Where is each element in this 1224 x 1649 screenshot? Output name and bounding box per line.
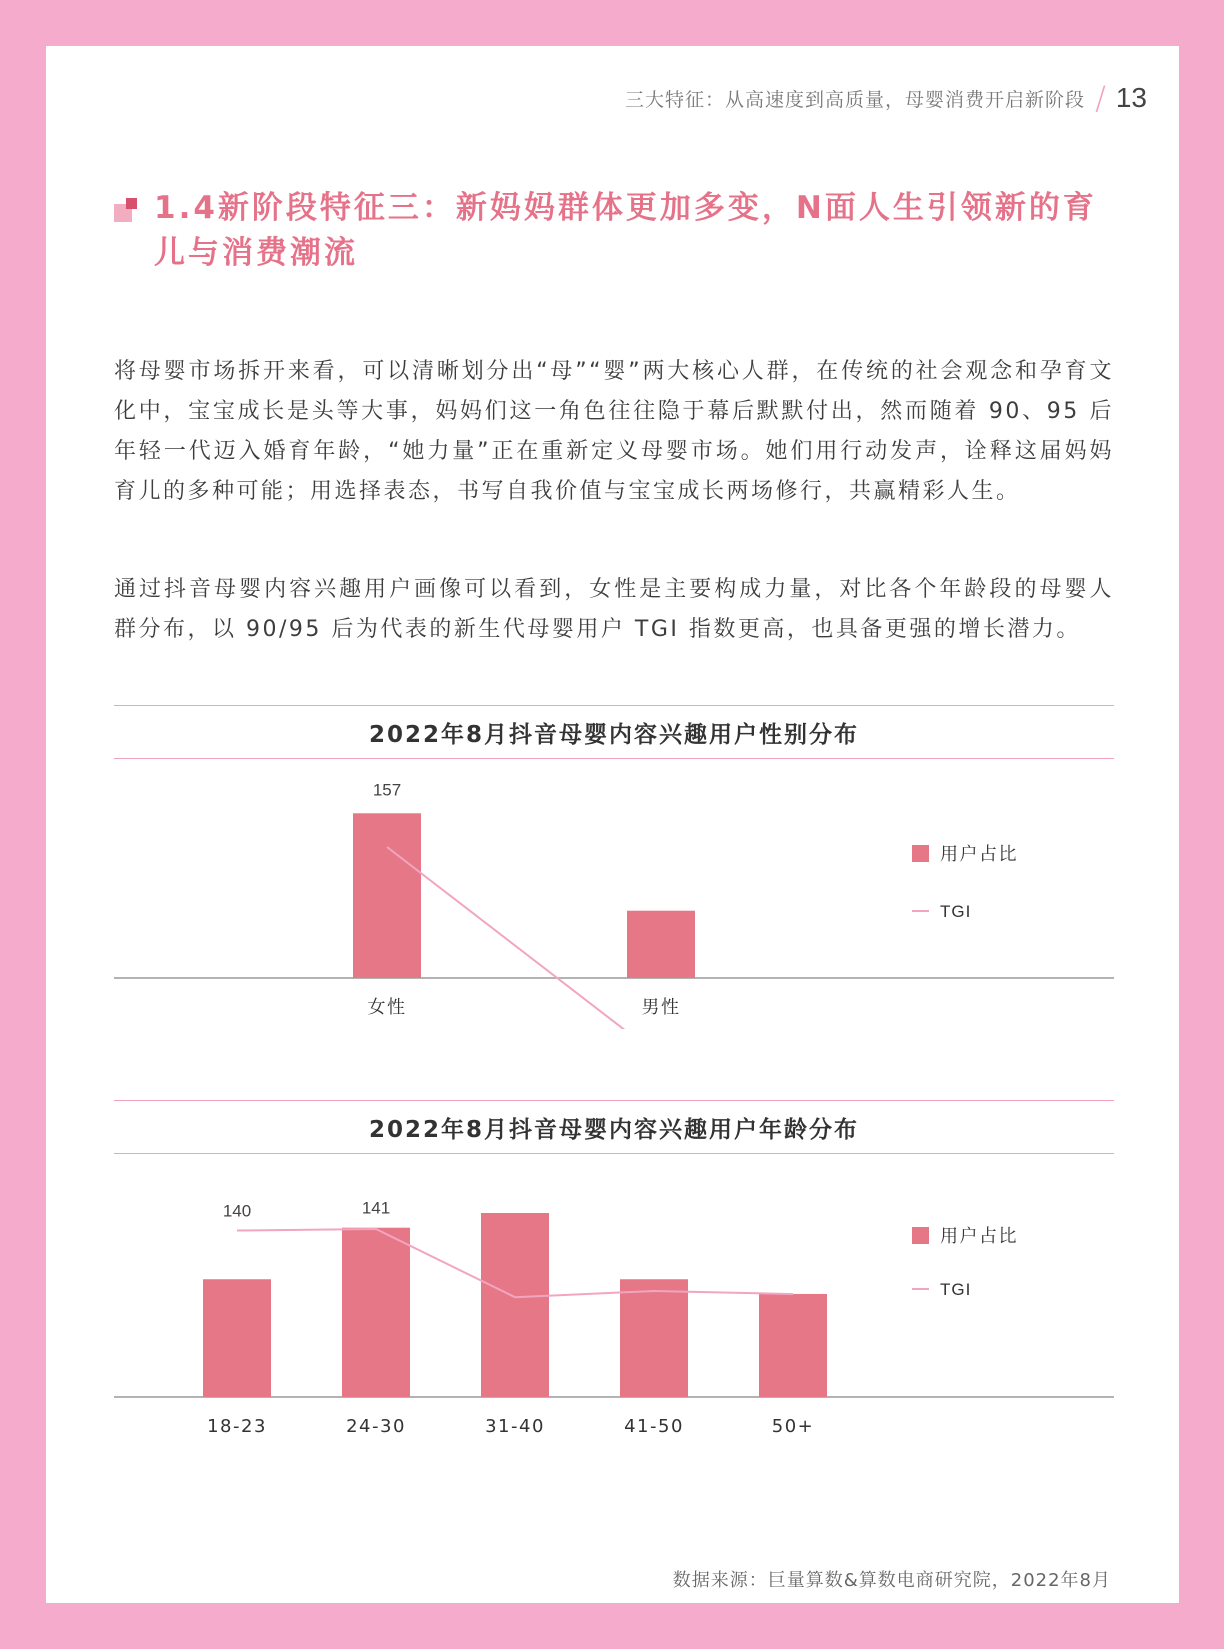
tgi-line	[387, 847, 661, 1029]
report-page	[46, 46, 1179, 1603]
legend-bar-label: 用户占比	[940, 1226, 1018, 1247]
running-title: 三大特征：从高速度到高质量，母婴消费开启新阶段	[625, 88, 1086, 111]
section-title: 1.4新阶段特征三：新妈妈群体更加多变，N面人生引领新的育儿与消费潮流	[154, 190, 1097, 271]
source-note: 数据来源：巨量算数&算数电商研究院，2022年8月	[672, 1570, 1111, 1591]
legend-bar-swatch	[912, 1227, 929, 1244]
bar-50+	[759, 1294, 827, 1397]
page-number: 13	[1115, 82, 1147, 113]
tgi-data-label: 140	[222, 1201, 252, 1221]
chart-title: 2022年8月抖音母婴内容兴趣用户性别分布	[114, 705, 1114, 759]
gender-chart-plot	[114, 759, 1114, 1029]
x-tick-label: 18-23	[207, 1416, 267, 1437]
bar-24-30	[342, 1228, 410, 1397]
x-tick-label: 31-40	[485, 1416, 545, 1437]
paragraph-1: 将母婴市场拆开来看，可以清晰划分出“母”“婴”两大核心人群，在传统的社会观念和孕育文化中，宝宝成长是头等大事，妈妈们这一角色往往隐于幕后默默付出，然而随着 90、95 后年轻一代迈入婚育年龄，“她力量”正在重新定义母婴市场。她们用行动发声，诠释这届妈妈育儿的多种可能；用选择表态，书写自我价值与宝宝成长两场修行，共赢精彩人生。	[114, 359, 1114, 504]
bar-41-50	[620, 1279, 688, 1397]
bar-女性	[353, 813, 421, 978]
legend-line-label: TGI	[940, 1280, 972, 1299]
x-tick-label: 女性	[367, 997, 407, 1018]
tgi-data-label: 141	[361, 1198, 391, 1218]
chart-title: 2022年8月抖音母婴内容兴趣用户年龄分布	[114, 1100, 1114, 1154]
x-tick-label: 24-30	[346, 1416, 406, 1437]
gender-chart	[114, 705, 1114, 1029]
paragraph-2: 通过抖音母婴内容兴趣用户画像可以看到，女性是主要构成力量，对比各个年龄段的母婴人群分布，以 90/95 后为代表的新生代母婴用户 TGI 指数更高，也具备更强的增长潜力。	[114, 577, 1114, 642]
legend-bar-label: 用户占比	[940, 844, 1018, 865]
x-tick-label: 41-50	[624, 1416, 684, 1437]
section-heading	[114, 186, 1114, 276]
divider-slash: /	[1095, 79, 1106, 117]
bar-男性	[627, 911, 695, 978]
legend-bar-swatch	[912, 845, 929, 862]
age-chart	[114, 1100, 1114, 1444]
x-tick-label: 男性	[641, 997, 681, 1018]
bar-18-23	[203, 1279, 271, 1397]
age-chart-plot	[114, 1154, 1114, 1444]
legend-line-label: TGI	[940, 902, 972, 921]
tgi-data-label: 157	[372, 780, 402, 800]
bar-31-40	[481, 1213, 549, 1397]
running-header	[625, 79, 1147, 117]
heading-square-icon	[114, 198, 138, 222]
x-tick-label: 50+	[771, 1416, 815, 1437]
